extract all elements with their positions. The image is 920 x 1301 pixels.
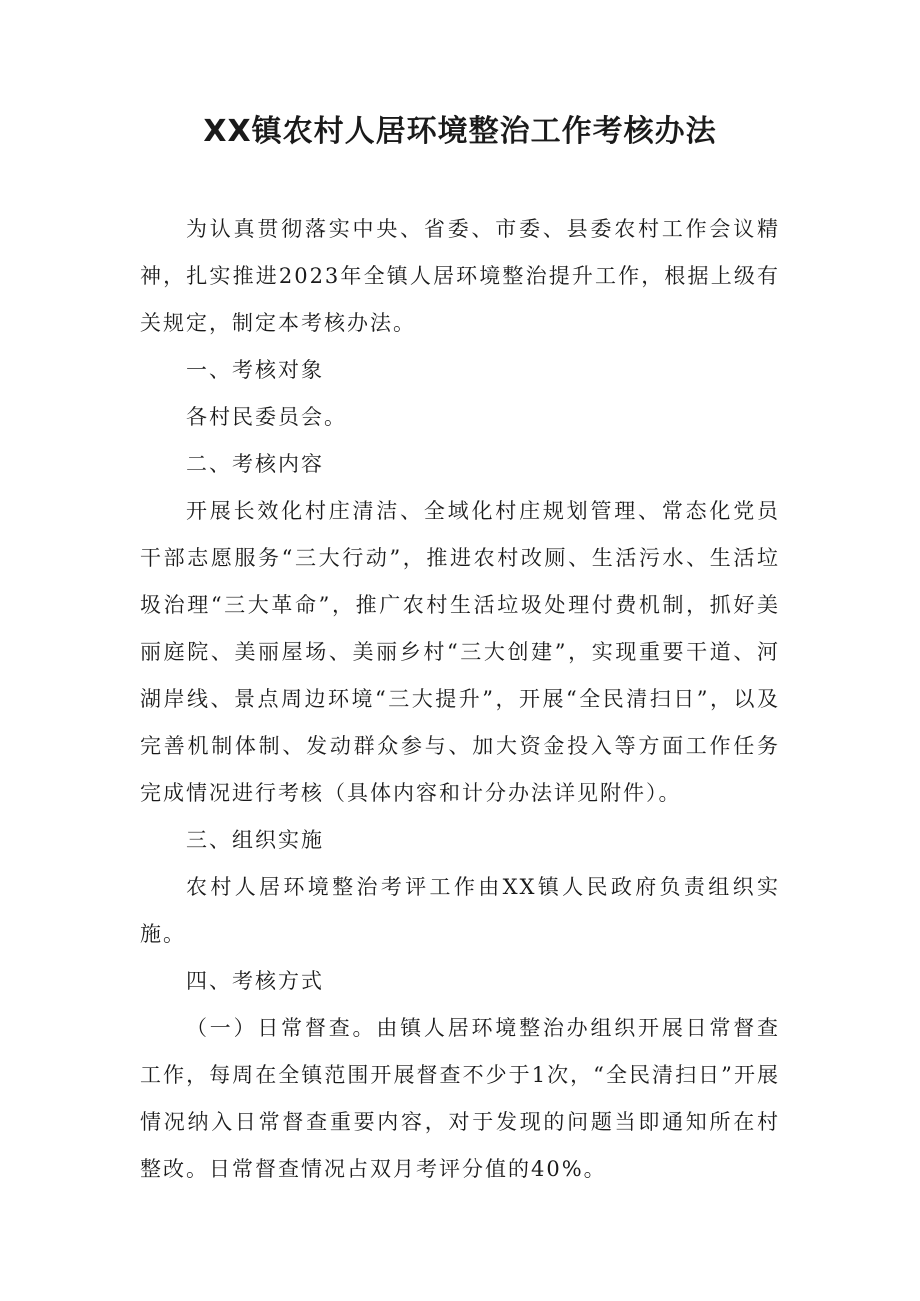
section-heading-assessment-target: 一、考核对象 [186,358,324,382]
section-heading-assessment-method: 四、考核方式 [186,969,324,993]
intro-paragraph: 为认真贯彻落实中央、省委、市委、县委农村工作会议精神，扎实推进2023年全镇人居环境整治提升工作，根据上级有关规定，制定本考核办法。 [140,217,780,335]
assessment-target-paragraph: 各村民委员会。 [186,405,347,429]
assessment-content-paragraph: 开展长效化村庄清洁、全域化村庄规划管理、常态化党员干部志愿服务“三大行动”，推进农村改厕、生活污水、生活垃圾治理“三大革命”，推广农村生活垃圾处理付费机制，抓好美丽庭院、美丽屋场、美丽乡村“三大创建”，实现重要干道、河湖岸线、景点周边环境“三大提升”，开展“全民清扫日”，以及完善机制体制、发动群众参与、加大资金投入等方面工作任务完成情况进行考核（具体内容和计分办法详见附件）。 [140,499,780,805]
daily-inspection-paragraph: （一）日常督查。由镇人居环境整治办组织开展日常督查工作，每周在全镇范围开展督查不少于1次，“全民清扫日”开展情况纳入日常督查重要内容，对于发现的问题当即通知所在村整改。日常督查情况占双月考评分值的40%。 [140,1016,780,1181]
document-title: XX镇农村人居环境整治工作考核办法 [203,114,717,149]
section-heading-organization: 三、组织实施 [186,828,324,852]
section-heading-assessment-content: 二、考核内容 [186,452,324,476]
document-body [140,206,780,1193]
organization-paragraph: 农村人居环境整治考评工作由XX镇人民政府负责组织实施。 [140,875,780,946]
